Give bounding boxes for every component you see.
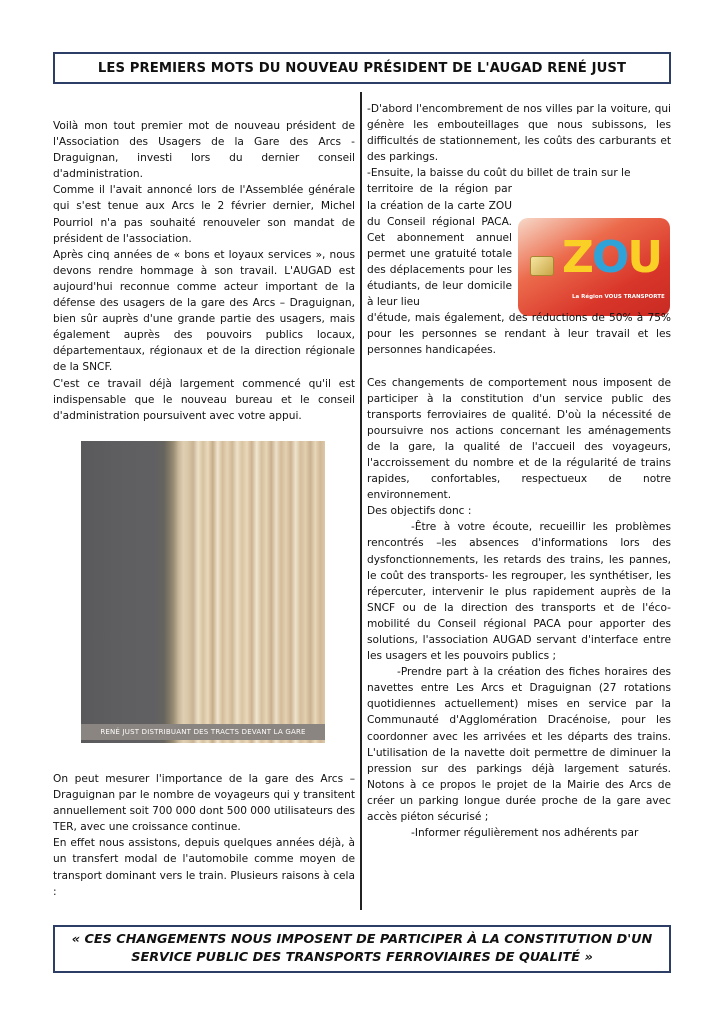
paragraph: -D'abord l'encombrement de nos villes par la voiture, qui génère les embouteillages que nous subissons, les difficultés de stationnement, les coûts des carburants et des parkings. [367, 103, 671, 164]
paragraph: Après cinq années de « bons et loyaux services », nous devons rendre hommage à son travail. L'AUGAD est aujourd'hui reconnue comme acteur important de la défense des usagers de la gare des Arcs – Draguignan, bien sûr auprès d'une grande partie des usagers, mais également auprès des pouvoirs publics locaux, départementaux, régionaux et de la direction régionale de la SNCF. [53, 248, 355, 374]
spacer [367, 359, 671, 375]
right-column [367, 101, 671, 841]
left-column-intro [53, 118, 355, 424]
left-column-station [53, 771, 355, 900]
page-title: LES PREMIERS MOTS DU NOUVEAU PRÉSIDENT DE L'AUGAD RENÉ JUST [97, 60, 627, 76]
paragraph: Ces changements de comportement nous imposent de participer à la constitution d'un service public des transports ferroviaires de qualité. D'où la nécessité de poursuivre nos actions concernant les aménagements de la gare, la qualité de l'accueil des voyageurs, l'accroissement du nombre et de la régularité de trains rapides, confortables, respectueux de notre environnement. [367, 376, 671, 502]
paragraph: Voilà mon tout premier mot de nouveau président de l'Association des Usagers de la Gare des Arcs - Draguignan, investi lors du dernier conseil d'administration. [53, 120, 355, 181]
photo-rene-just [81, 441, 325, 743]
paragraph: On peut mesurer l'importance de la gare des Arcs – Draguignan par le nombre de voyageurs qui y transitent annuellement soit 700 000 dont 500 000 utilisateurs des TER, avec une croissance continue. [53, 773, 355, 834]
objective-item: -Informer régulièrement nos adhérents par [411, 827, 639, 840]
page-title-box [53, 52, 671, 84]
paragraph: Comme il l'avait annoncé lors de l'Assemblée générale qui s'est tenue aux Arcs le 2 février dernier, Michel Pourriol n'a pas souhaité renouveler son mandat de président de l'association. [53, 184, 355, 245]
objective-item: -Être à votre écoute, recueillir les problèmes rencontrés –les absences d'informations lors des dysfonctionnements, les retards des trains, les pannes, le coût des transports- les regrouper, les synthétiser, les répercuter, intervenir le plus rapidement auprès de la SNCF ou de la direction des transports et de l'éco-mobilité du Conseil régional PACA pour apporter des solutions, l'association AUGAD servant d'interface entre les usagers et les pouvoirs publics ; [367, 521, 671, 663]
photo-caption: RENÉ JUST DISTRIBUANT DES TRACTS DEVANT LA GARE [100, 728, 306, 736]
footer-quote: « CES CHANGEMENTS NOUS IMPOSENT DE PARTICIPER À LA CONSTITUTION D'UN SERVICE PUBLIC DES TRANSPORTS FERROVIAIRES DE QUALITÉ » [71, 932, 653, 965]
paragraph-wrapped: territoire de la région par la création de la carte ZOU du Conseil régional PACA. Cet abonnement annuel permet une gratuité totale des déplacements pour les étudiants, de leur domicile à leur lieu [367, 183, 512, 309]
zou-logo: ZOU [562, 232, 662, 283]
paragraph: En effet nous assistons, depuis quelques années déjà, à un transfert modal de l'automobile comme moyen de transport dominant vers le train. Plusieurs raisons à cela : [53, 837, 355, 898]
paragraph: d'étude, mais également, des réductions de 50% à 75% pour les personnes se rendant à leur travail et les personnes handicapées. [367, 312, 671, 357]
objective-item: -Prendre part à la création des fiches horaires des navettes entre Les Arcs et Draguignan (27 rotations quotidiennes actuellement) mises en service par la Communauté d'Agglomération Dracénoise, pour les coordonner avec les arrivées et les départs des trains. L'utilisation de la navette doit permettre de diminuer la pression sur des parkings déjà largement saturés. Notons à ce propos le projet de la Mairie des Arcs de créer un parking longue durée proche de la gare avec accès piéton sécurisé ; [367, 666, 671, 824]
photo-caption-bar [81, 724, 325, 740]
footer-quote-box [53, 925, 671, 973]
paragraph: -Ensuite, la baisse du coût du billet de train sur le [367, 167, 631, 180]
objectives-title: Des objectifs donc : [367, 505, 472, 518]
column-divider [360, 92, 362, 910]
paragraph: C'est ce travail déjà largement commencé qu'il est indispensable que le nouveau bureau et le conseil d'administration poursuivent avec votre appui. [53, 377, 355, 422]
zou-tagline: La Région VOUS TRANSPORTE [572, 294, 665, 300]
